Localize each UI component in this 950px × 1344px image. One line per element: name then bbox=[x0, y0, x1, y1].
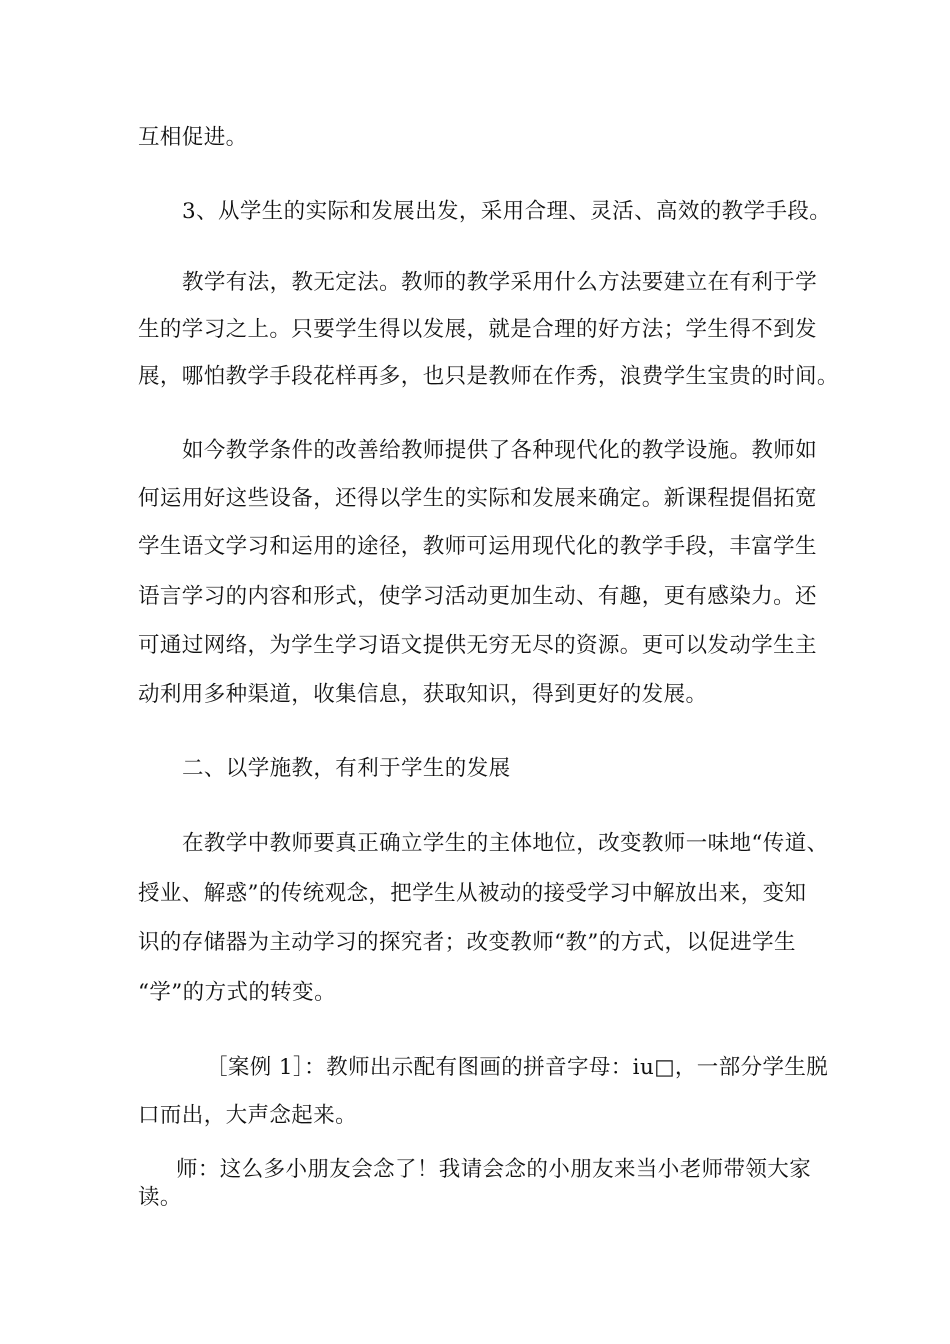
paragraph-line: 何运用好这些设备，还得以学生的实际和发展来确定。新课程提倡拓宽 bbox=[138, 486, 817, 511]
paragraph-line: 学生语文学习和运用的途径，教师可运用现代化的教学手段，丰富学生 bbox=[138, 534, 817, 559]
paragraph-line: “学”的方式的转变。 bbox=[138, 980, 336, 1005]
paragraph-line: 互相促进。 bbox=[138, 125, 248, 150]
paragraph-line: 可通过网络，为学生学习语文提供无穷无尽的资源。更可以发动学生主 bbox=[138, 633, 817, 658]
paragraph-line: 展，哪怕教学手段花样再多，也只是教师在作秀，浪费学生宝贵的时间。 bbox=[138, 364, 839, 389]
paragraph-line: 在教学中教师要真正确立学生的主体地位，改变教师一味地“传道、 bbox=[182, 831, 829, 856]
paragraph-line: 教学有法，教无定法。教师的教学采用什么方法要建立在有利于学 bbox=[182, 270, 818, 295]
case-example-line: ［案例 1］：教师出示配有图画的拼音字母：iu□，一部分学生脱 bbox=[206, 1055, 829, 1080]
paragraph-line: 如今教学条件的改善给教师提供了各种现代化的教学设施。教师如 bbox=[182, 438, 818, 463]
case-example-line: 口而出，大声念起来。 bbox=[138, 1103, 358, 1128]
section-heading: 二、以学施教，有利于学生的发展 bbox=[182, 756, 511, 781]
paragraph-line: 3、从学生的实际和发展出发，采用合理、灵活、高效的教学手段。 bbox=[182, 199, 832, 224]
paragraph-line: 动利用多种渠道，收集信息，获取知识，得到更好的发展。 bbox=[138, 682, 708, 707]
dialogue-line: 读。 bbox=[138, 1185, 182, 1210]
paragraph-line: 生的学习之上。只要学生得以发展，就是合理的好方法；学生得不到发 bbox=[138, 317, 817, 342]
paragraph-line: 授业、解惑”的传统观念，把学生从被动的接受学习中解放出来，变知 bbox=[138, 881, 807, 906]
paragraph-line: 语言学习的内容和形式，使学习活动更加生动、有趣，更有感染力。还 bbox=[138, 584, 817, 609]
dialogue-line: 师：这么多小朋友会念了！我请会念的小朋友来当小老师带领大家 bbox=[176, 1157, 812, 1182]
paragraph-line: 识的存储器为主动学习的探究者；改变教师“教”的方式，以促进学生 bbox=[138, 930, 796, 955]
